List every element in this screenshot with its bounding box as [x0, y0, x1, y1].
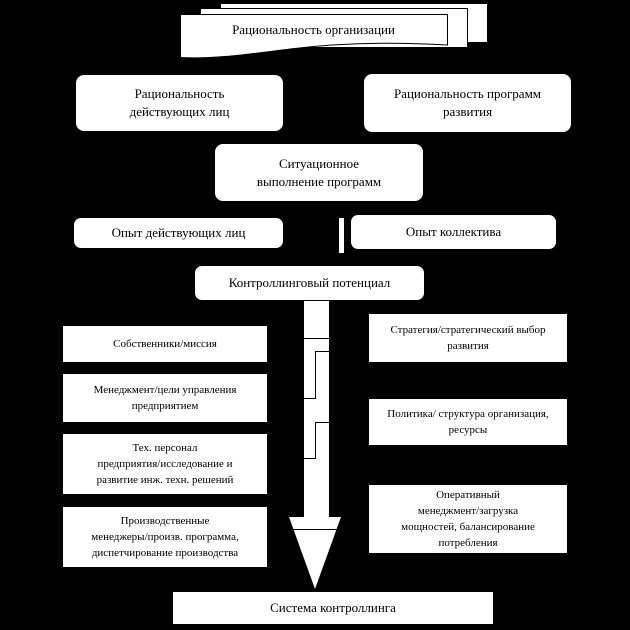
label-line: Система контроллинга — [270, 600, 396, 615]
node-experience-collective — [350, 214, 557, 250]
label-line: предприятием — [131, 400, 199, 412]
node-rationality-programs — [363, 73, 572, 133]
label-line: мощностей, балансирование — [401, 521, 535, 533]
label-line: выполнение программ — [256, 173, 382, 189]
label-line: менеджмент/загрузка — [417, 505, 519, 517]
node-situational-execution — [214, 143, 424, 202]
label-line: Рациональность — [134, 86, 225, 101]
label-line: Тех. персонал — [132, 442, 198, 454]
node-owners-mission — [62, 325, 268, 363]
label-line: развития — [442, 104, 493, 119]
node-controlling-system — [172, 591, 494, 625]
node-operational-management — [368, 484, 568, 554]
node-experience-actors — [73, 217, 284, 249]
label-line: Контроллинговый потенциал — [228, 275, 391, 290]
node-policy-structure — [368, 398, 568, 446]
node-strategy-choice — [368, 313, 568, 363]
label-line: Рациональность программ — [393, 86, 542, 101]
node-rationality-actors — [75, 74, 284, 132]
label-line: Политика/ структура организация, — [387, 408, 549, 420]
label-line: Стратегия/стратегический выбор — [390, 324, 546, 336]
label-line: Опыт действующих лиц — [111, 225, 246, 240]
node-management-goals — [62, 373, 268, 423]
label-line: предприятия/исследование и — [97, 458, 233, 470]
label-line: Ситуационное — [279, 155, 359, 171]
white-sliver-shape — [339, 218, 344, 253]
label-line: Собственники/миссия — [113, 338, 217, 350]
label-line: Производственные — [120, 515, 210, 527]
node-controlling-potential — [194, 265, 425, 301]
label-line: диспетчирование производства — [91, 547, 239, 559]
label-line: действующих лиц — [129, 104, 230, 119]
label-line: развития — [447, 340, 489, 352]
label-line: развитие инж. техн. решений — [96, 474, 234, 486]
label-line: Рациональность организации — [232, 22, 395, 37]
label-line: Менеджмент/цели управления — [93, 384, 237, 396]
node-tech-personnel — [62, 433, 268, 495]
label-line: Опыт коллектива — [405, 224, 502, 239]
label-line: менеджеры/произв. программа, — [91, 531, 239, 543]
label-line: ресурсы — [448, 424, 488, 436]
node-rationality-organization — [180, 17, 447, 43]
label-line: Оперативный — [436, 489, 500, 501]
node-production-managers — [62, 506, 268, 568]
label-line: потребления — [438, 537, 498, 549]
